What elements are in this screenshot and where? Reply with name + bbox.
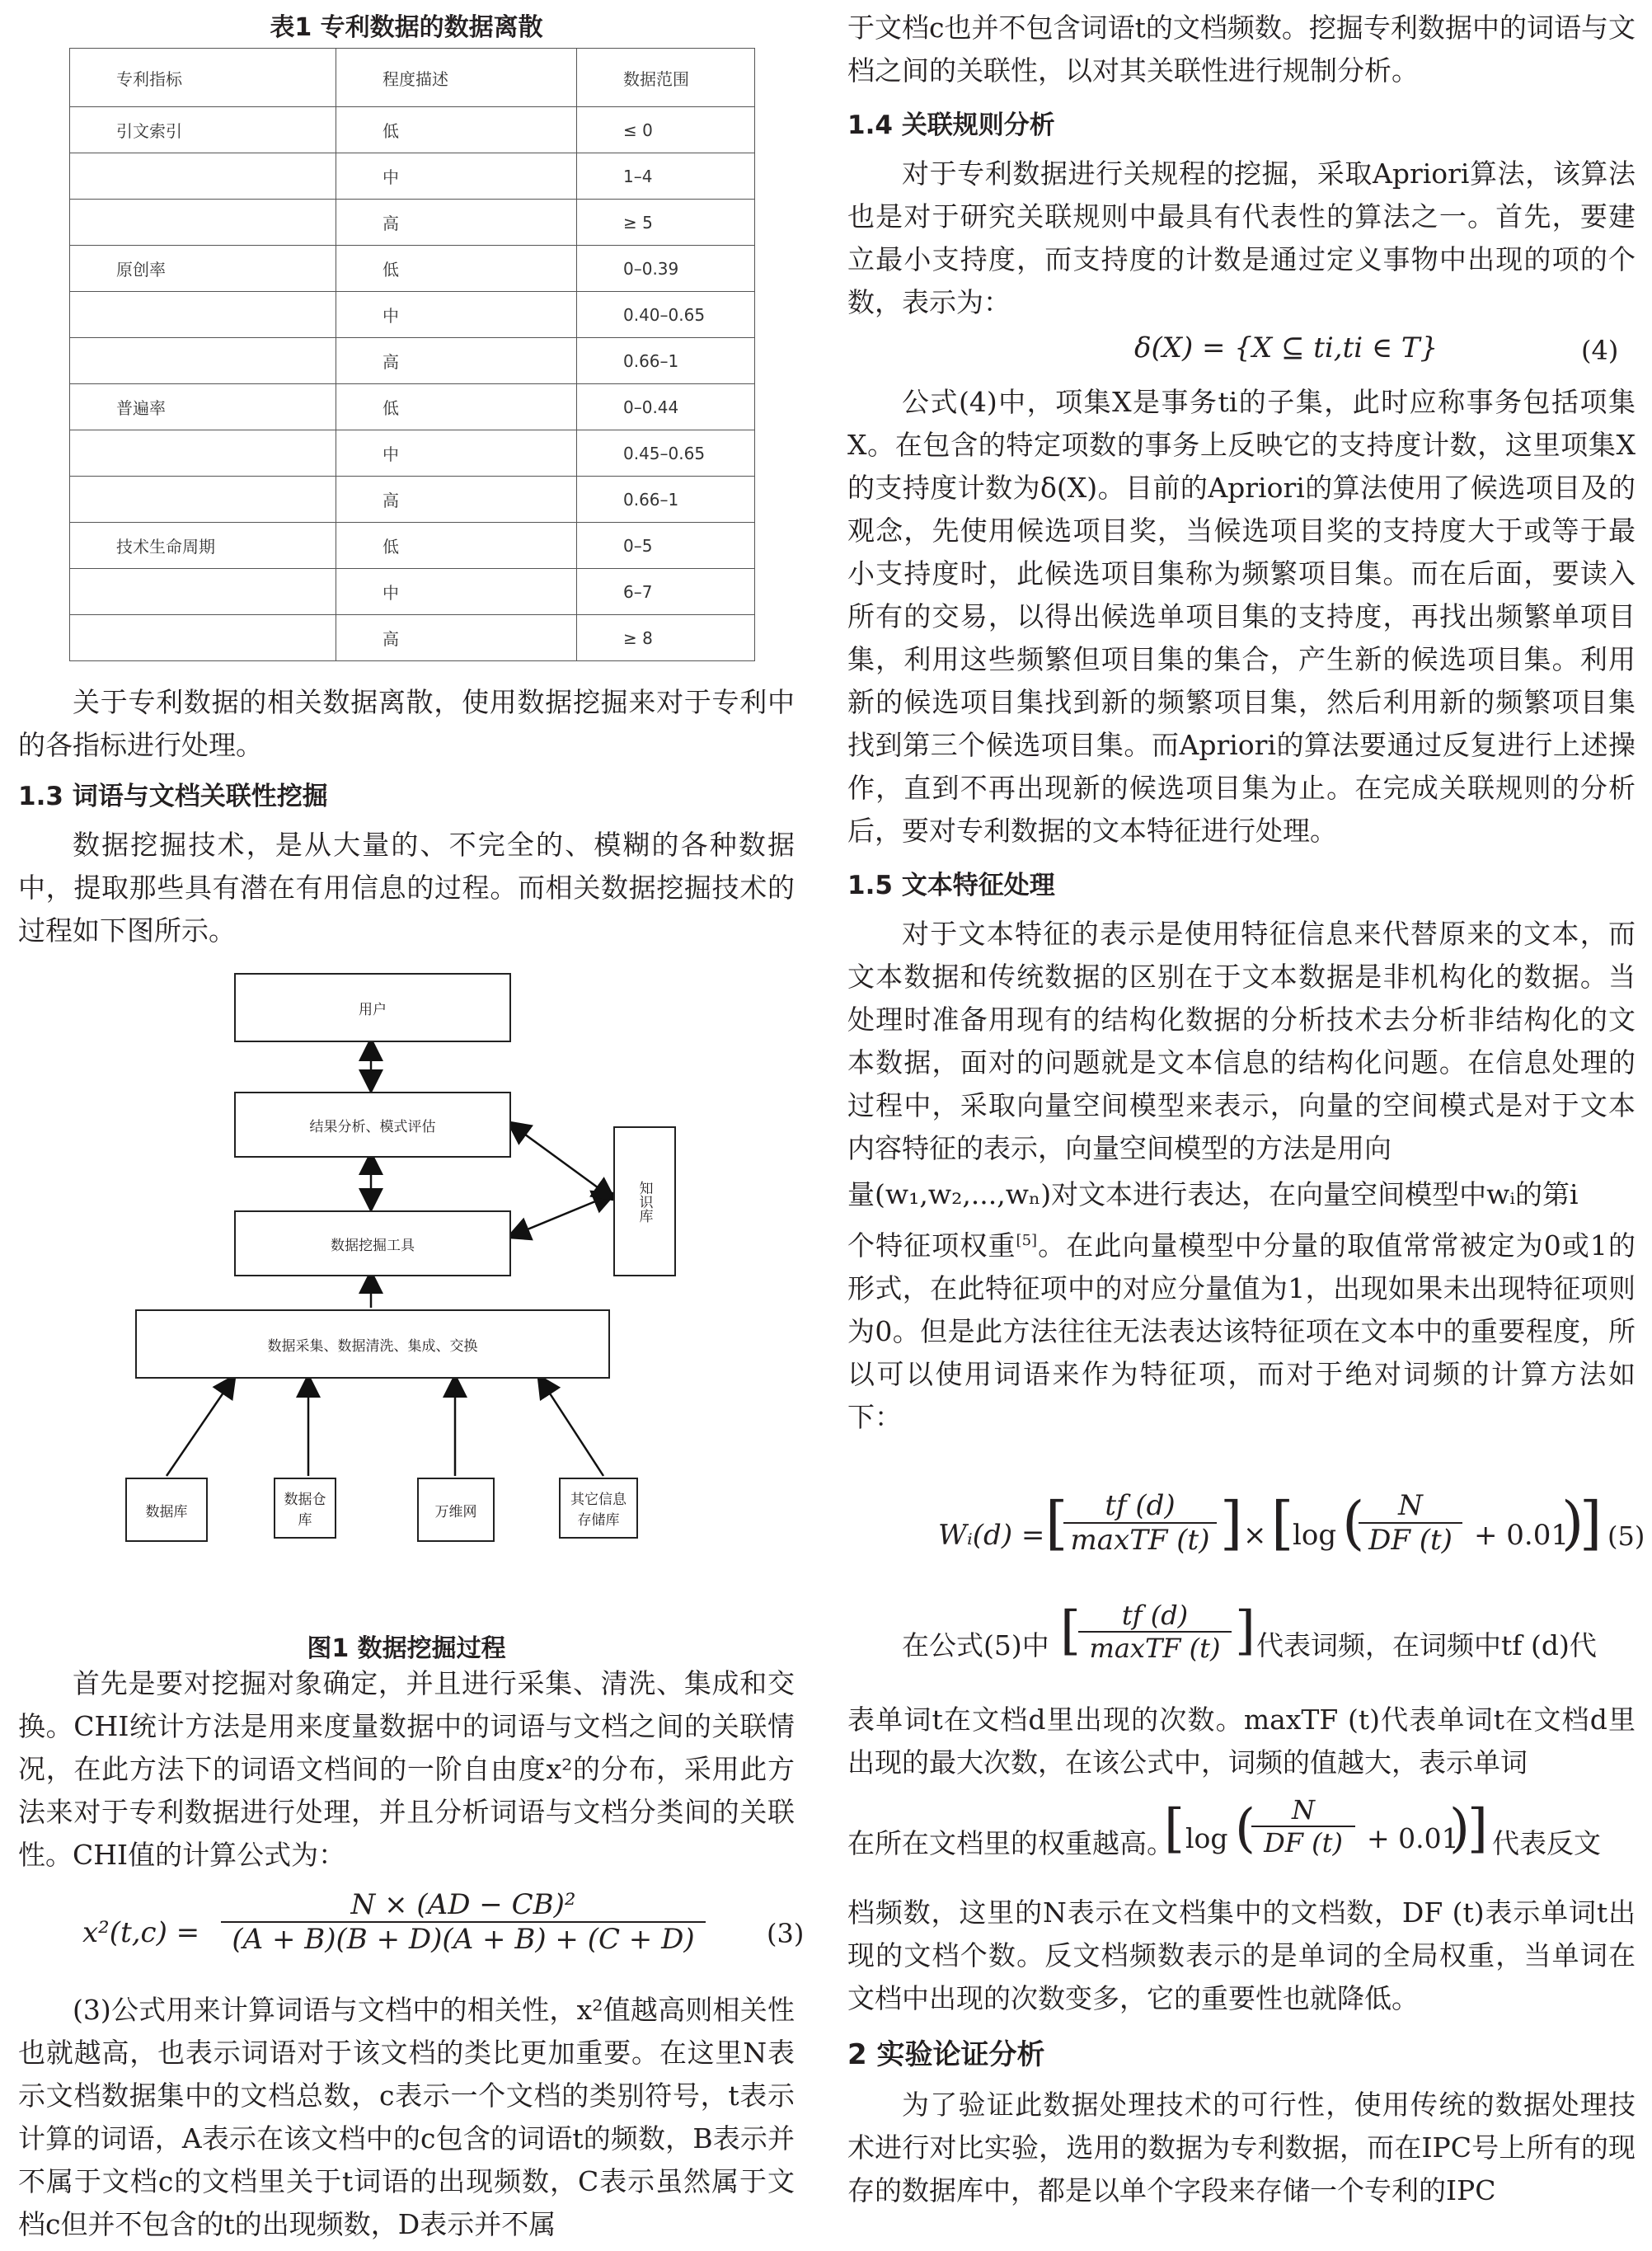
table-cell <box>70 153 336 200</box>
equation-numerator: tf (d) <box>1063 1489 1217 1524</box>
table-cell <box>70 200 336 246</box>
table-cell: 中 <box>336 569 577 615</box>
inline-fraction <box>1078 1600 1232 1664</box>
log-label: log <box>1293 1519 1337 1552</box>
equation-numerator: N <box>1359 1489 1462 1524</box>
bracket: [ <box>1271 1489 1294 1557</box>
other-storage-box: 其它信息存储库 <box>559 1478 638 1539</box>
table-cell <box>70 430 336 477</box>
times-sign: × <box>1243 1519 1267 1552</box>
table-cell: 0–0.39 <box>577 246 755 292</box>
equation-lhs: Wᵢ(d) = <box>938 1519 1045 1552</box>
table-cell: ≥ 5 <box>577 200 755 246</box>
equation-number: (5) <box>1607 1520 1645 1552</box>
equation-number: (3) <box>767 1918 805 1949</box>
equation-fraction <box>1359 1489 1462 1557</box>
equation-fraction <box>221 1888 706 1956</box>
table-cell: 6–7 <box>577 569 755 615</box>
paragraph: 对于专利数据进行关规程的挖掘，采取Apriori算法，该算法也是对于研究关联规则中最具有代表性的算法之一。首先，要建立最小支持度，而支持度的计数是通过定义事物中出现的项的个数，表示为： <box>847 157 1636 318</box>
inline-fraction <box>1251 1794 1355 1859</box>
table-cell: 0.45–0.65 <box>577 430 755 477</box>
equation-denominator: (A + B)(B + D)(A + B) + (C + D) <box>232 1923 695 1956</box>
paragraph: (3)公式用来计算词语与文档中的相关性，x²值越高则相关性也就越高，也表示词语对于该文档的类比更加重要。在这里N表示文档数据集中的文档总数，c表示一个文档的类别符号，t表示计算的词语，A表示在该文档中的c包含的词语t的频数，B表示并不属于文档c的文档里关于t词语的出现频数，C表示虽然属于文档c但并不包含的t的出现频数，D表示并不属 <box>18 1994 795 2240</box>
equation-lhs: x²(t,c) = <box>82 1916 200 1949</box>
table-caption: 表1 专利数据的数据离散 <box>270 13 543 42</box>
text: 个特征项权重 <box>847 1229 1016 1262</box>
paragraph: 为了验证此数据处理技术的可行性，使用传统的数据处理技术进行对比实验，选用的数据为专利数据，而在IPC号上所有的现存的数据库中，都是以单个字段来存储一个专利的IPC <box>847 2089 1636 2206</box>
table-row <box>70 523 755 569</box>
table-row <box>70 338 755 384</box>
database-box: 数据库 <box>125 1478 208 1542</box>
paragraph: 数据挖掘技术，是从大量的、不完全的、模糊的各种数据中，提取那些具有潜在有用信息的过程。而相关数据挖掘技术的过程如下图所示。 <box>18 829 795 947</box>
table-row <box>70 200 755 246</box>
paren: ) <box>1561 1489 1584 1557</box>
table-cell <box>70 477 336 523</box>
inline-formula-line <box>847 1789 1636 1888</box>
paragraph: 表单词t在文档d里出现的次数。maxTF (t)代表单词t在文档d里出现的最大次数，在该公式中，词频的值越大，表示单词 <box>847 1704 1636 1779</box>
log-label: log <box>1185 1822 1228 1854</box>
data-discretization-table <box>69 48 755 661</box>
addend: + 0.01 <box>1474 1519 1569 1552</box>
table-row <box>70 246 755 292</box>
paren: ( <box>1235 1798 1255 1859</box>
paren: ) <box>1449 1798 1470 1859</box>
inline-numerator: tf (d) <box>1078 1600 1232 1633</box>
table-cell: 0.66–1 <box>577 338 755 384</box>
bracket: ] <box>1467 1798 1488 1859</box>
paragraph: 对于文本特征的表示是使用特征信息来代替原来的文本，而文本数据和传统数据的区别在于文本数据是非机构化的数据。当处理时准备用现有的结构化数据的分析技术去分析非结构化的文本数据，面对的问题就是文本信息的结构化问题。在信息处理的过程中，采取向量空间模型来表示，向量的空间模式是对于文本内容特征的表示，向量空间模型的方法是用向 <box>847 918 1636 1164</box>
bracket: ] <box>1579 1489 1603 1557</box>
table-cell <box>70 615 336 661</box>
table-header-row <box>70 49 755 107</box>
table-cell: 1–4 <box>577 153 755 200</box>
table-cell: ≥ 8 <box>577 615 755 661</box>
inline-denominator: maxTF (t) <box>1089 1633 1221 1664</box>
knowledge-base-box: 知识库 <box>613 1126 676 1276</box>
table-cell: ≤ 0 <box>577 107 755 153</box>
table-row <box>70 430 755 477</box>
inline-formula-line <box>847 1600 1636 1690</box>
equation-denominator: maxTF (t) <box>1070 1524 1210 1557</box>
equation-number: (4) <box>1581 335 1619 366</box>
figure-caption: 图1 数据挖掘过程 <box>307 1634 506 1663</box>
table-header: 数据范围 <box>577 49 755 107</box>
paragraph: 首先是要对挖掘对象确定，并且进行采集、清洗、集成和交换。CHI统计方法是用来度量数据中的词语与文档之间的关联情况，在此方法下的词语文档间的一阶自由度x²的分布，采用此方法来对于专利数据进行处理，并且分析词语与文档分类间的关联性。CHI值的计算公式为： <box>18 1667 795 1871</box>
text: 。在此向量模型中分量的取值常常被定为0或1的形式，在此特征项中的对应分量值为1，出现如果未出现特征项则为0。但是此方法往往无法表达该特征项在文本中的重要程度，所以可以使用词语来作为特征项，而对于绝对词频的计算方法如下： <box>847 1229 1636 1433</box>
table-cell: 0.40–0.65 <box>577 292 755 338</box>
table-cell <box>70 569 336 615</box>
table-cell: 原创率 <box>70 246 336 292</box>
table-row <box>70 292 755 338</box>
table-cell: 中 <box>336 153 577 200</box>
table-cell: 0.66–1 <box>577 477 755 523</box>
paragraph <box>847 1219 1636 1439</box>
bracket: [ <box>1060 1600 1081 1661</box>
paragraph: 档频数，这里的N表示在文档集中的文档数，DF (t)表示单词t出现的文档个数。反文档频数表示的是单词的全局权重，当单词在文档中出现的次数变多，它的重要性也就降低。 <box>847 1896 1636 2014</box>
table-cell <box>70 338 336 384</box>
paragraph: 关于专利数据的相关数据离散，使用数据挖掘来对于专利中的各指标进行处理。 <box>18 686 795 761</box>
table-header: 程度描述 <box>336 49 577 107</box>
evaluation-box: 结果分析、模式评估 <box>234 1092 511 1158</box>
data-warehouse-box: 数据仓库 <box>274 1478 336 1539</box>
table-cell: 高 <box>336 477 577 523</box>
table-cell: 高 <box>336 200 577 246</box>
table-cell: 低 <box>336 523 577 569</box>
equation-4 <box>847 331 1636 378</box>
table-row <box>70 153 755 200</box>
inline-denominator: DF (t) <box>1264 1827 1343 1859</box>
figure-data-mining-process <box>18 965 795 1663</box>
text: 在所在文档里的权重越高。 <box>847 1827 1174 1859</box>
table-header: 专利指标 <box>70 49 336 107</box>
equation-denominator: DF (t) <box>1368 1524 1453 1557</box>
user-box: 用户 <box>234 973 511 1042</box>
table-cell: 低 <box>336 107 577 153</box>
section-heading: 2 实验论证分析 <box>847 2038 1045 2071</box>
bracket: [ <box>1164 1798 1185 1859</box>
text: 代表词频，在词频中tf (d)代 <box>1256 1629 1597 1661</box>
mining-tool-box: 数据挖掘工具 <box>234 1210 511 1276</box>
inline-numerator: N <box>1251 1794 1355 1827</box>
addend: + 0.01 <box>1367 1822 1459 1854</box>
table-row <box>70 615 755 661</box>
table-cell: 0–0.44 <box>577 384 755 430</box>
table-cell: 普遍率 <box>70 384 336 430</box>
table-row <box>70 477 755 523</box>
text: 代表反文 <box>1492 1827 1601 1859</box>
table-body <box>70 107 755 661</box>
section-heading: 1.3 词语与文档关联性挖掘 <box>18 782 328 811</box>
bracket: ] <box>1220 1489 1243 1557</box>
equation-numerator: N × (AD − CB)² <box>221 1888 706 1923</box>
table-row <box>70 384 755 430</box>
collection-box: 数据采集、数据清洗、集成、交换 <box>135 1309 610 1379</box>
table-cell: 高 <box>336 338 577 384</box>
table-cell: 0–5 <box>577 523 755 569</box>
table-cell: 中 <box>336 292 577 338</box>
bracket: [ <box>1045 1489 1068 1557</box>
equation-body: δ(X) = {X ⊆ ti,ti ∈ T} <box>1134 331 1438 364</box>
paragraph: 量(w₁,w₂,...,wₙ)对文本进行表达，在向量空间模型中wᵢ的第i <box>847 1178 1579 1210</box>
text: 在公式(5)中 <box>902 1629 1049 1661</box>
table-cell <box>70 292 336 338</box>
paragraph: 公式(4)中，项集X是事务ti的子集，此时应称事务包括项集X。在包含的特定项数的事务上反映它的支持度计数，这里项集X的支持度计数为δ(X)。目前的Apriori的算法使用了候选项目及的观念，先使用候选项目奖，当候选项目奖的支持度大于或等于最小支持度时，此候选项目集称为频繁项目集。而在后面，要读入所有的交易，以得出候选单项目集的支持度，再找出频繁单项目集，利用这些频繁但项目集的集合，产生新的候选项目集。利用新的候选项目集找到新的频繁项目集，然后利用新的频繁项目集找到第三个候选项目集。而Apriori的算法要通过反复进行上述操作，直到不再出现新的候选项目集为止。在完成关联规则的分析后，要对专利数据的文本特征进行处理。 <box>847 386 1636 847</box>
citation: [5] <box>1016 1232 1038 1249</box>
table-cell: 技术生命周期 <box>70 523 336 569</box>
table-row <box>70 107 755 153</box>
table-cell: 引文索引 <box>70 107 336 153</box>
section-heading: 1.4 关联规则分析 <box>847 110 1055 140</box>
section-heading: 1.5 文本特征处理 <box>847 871 1055 900</box>
equation-3 <box>82 1888 805 1987</box>
table-cell: 高 <box>336 615 577 661</box>
table-row <box>70 569 755 615</box>
equation-5 <box>847 1484 1645 1591</box>
equation-fraction <box>1063 1489 1217 1557</box>
table-cell: 中 <box>336 430 577 477</box>
table-cell: 低 <box>336 246 577 292</box>
bracket: ] <box>1235 1600 1255 1661</box>
table-cell: 低 <box>336 384 577 430</box>
paren: ( <box>1342 1489 1365 1557</box>
www-box: 万维网 <box>417 1478 495 1542</box>
paragraph: 于文档c也并不包含词语t的文档频数。挖掘专利数据中的词语与文档之间的关联性，以对其关联性进行规制分析。 <box>847 12 1636 87</box>
